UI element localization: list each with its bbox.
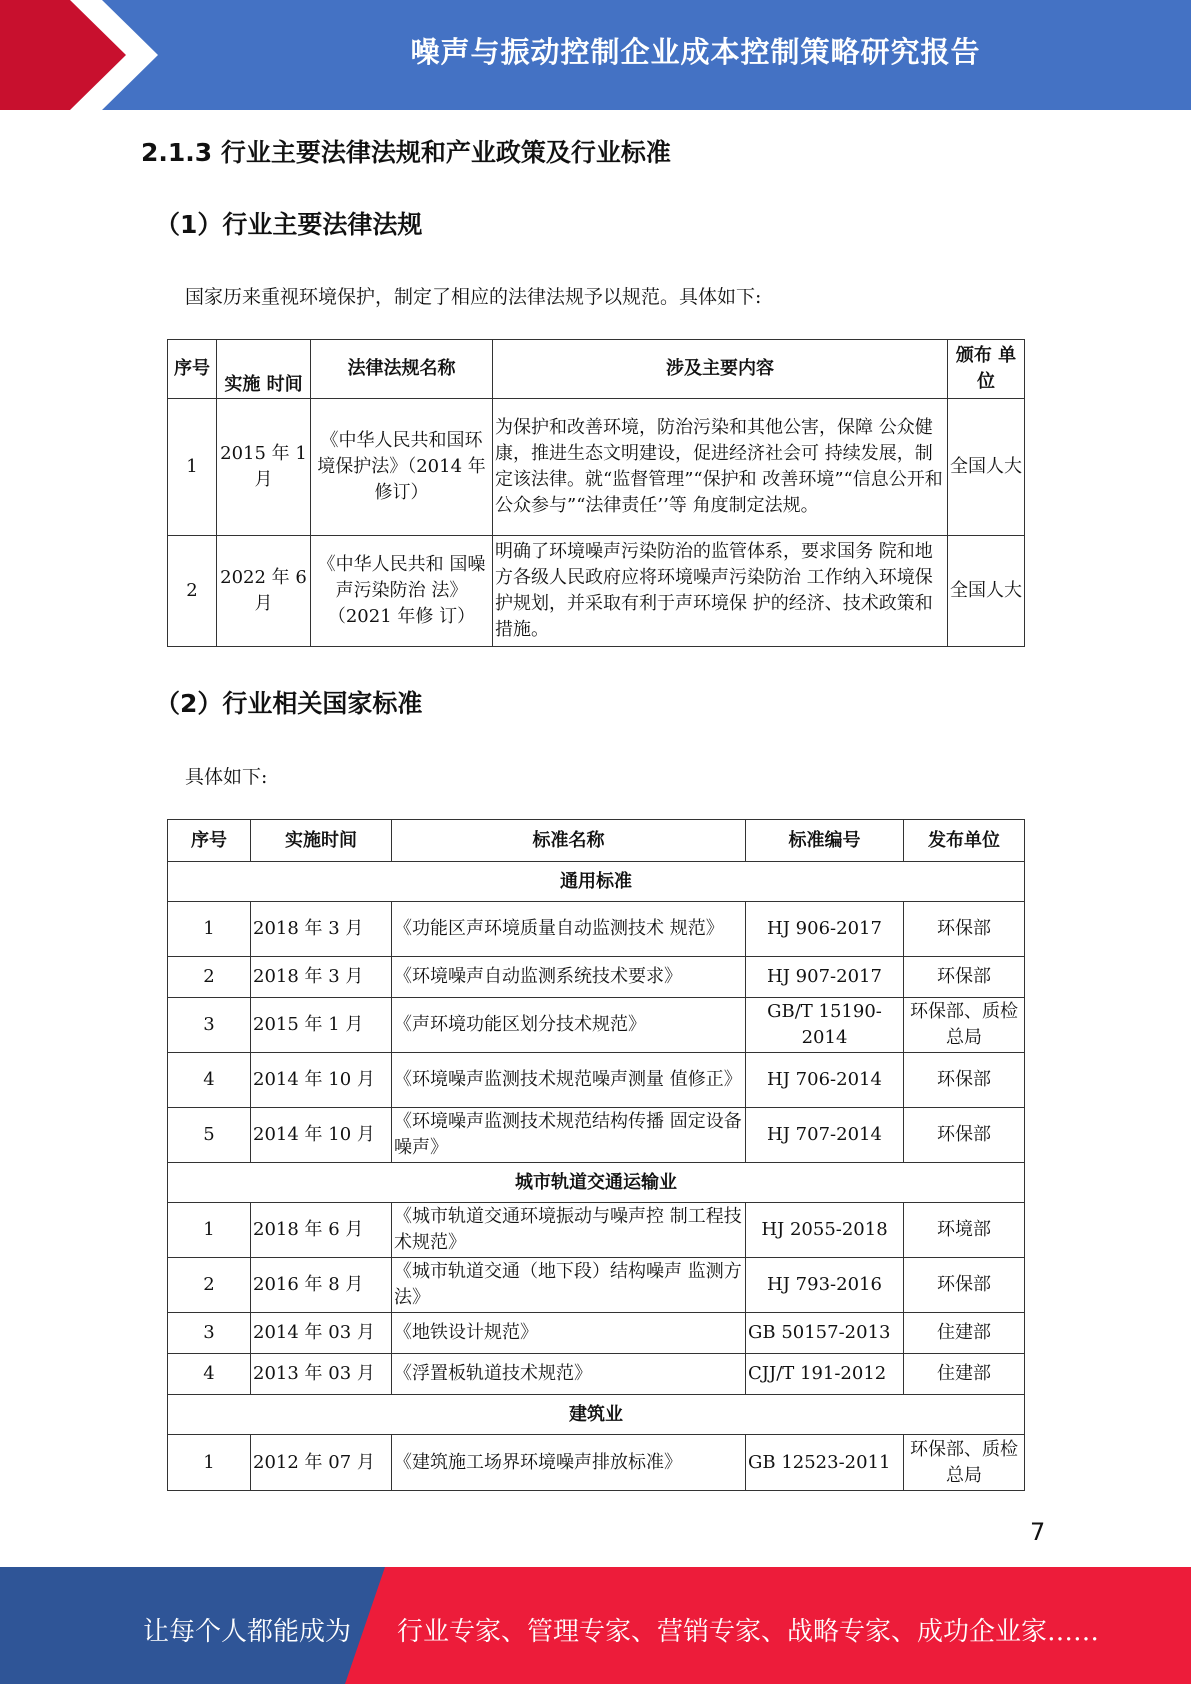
- cell-no: 1: [168, 902, 251, 957]
- table-row: [168, 902, 1025, 957]
- table-row: [168, 1108, 1025, 1163]
- table-row: [168, 1053, 1025, 1108]
- col-date: 实施时间: [251, 820, 392, 862]
- cell-date: 2015 年 1月: [217, 399, 311, 536]
- table-row: [168, 1435, 1025, 1491]
- cell-issuer: 环保部: [904, 902, 1025, 957]
- col-content: 涉及主要内容: [493, 340, 948, 399]
- table-row: [168, 399, 1025, 536]
- cell-code: GB 50157-2013: [746, 1313, 904, 1354]
- table-row: [168, 1354, 1025, 1395]
- cell-date: 2022 年 6月: [217, 536, 311, 647]
- cell-date: 2018 年 3 月: [251, 957, 392, 998]
- col-no: 序号: [168, 340, 217, 399]
- table-row: [168, 1313, 1025, 1354]
- cell-date: 2012 年 07 月: [251, 1435, 392, 1491]
- cell-no: 2: [168, 536, 217, 647]
- footer-slogan-left: 让每个人都能成为: [143, 1617, 352, 1647]
- cell-date: 2016 年 8 月: [251, 1258, 392, 1313]
- col-standard-name: 标准名称: [392, 820, 746, 862]
- cell-content: 为保护和改善环境，防治污染和其他公害，保障 公众健康，推进生态文明建设，促进经济社会可 持续发展，制定该法律。就“监督管理”“保护和 改善环境”“信息公开和公众参与”“法律责任’’等 角度制定法规。: [493, 399, 948, 536]
- col-issuer: 颁布 单位: [948, 340, 1025, 399]
- cell-code: GB 12523-2011: [746, 1435, 904, 1491]
- page-number: 7: [1030, 1518, 1046, 1546]
- cell-code: HJ 793-2016: [746, 1258, 904, 1313]
- section-heading: 2.1.3 行业主要法律法规和产业政策及行业标准: [141, 138, 671, 167]
- cell-issuer: 全国人大: [948, 399, 1025, 536]
- cell-code: CJJ/T 191-2012: [746, 1354, 904, 1395]
- cell-name: 《地铁设计规范》: [392, 1313, 746, 1354]
- cell-no: 5: [168, 1108, 251, 1163]
- cell-name: 《城市轨道交通环境振动与噪声控 制工程技术规范》: [392, 1203, 746, 1258]
- cell-name: 《中华人民共和国环境保护法》（2014 年修订）: [311, 399, 493, 536]
- page-header: [0, 0, 1191, 110]
- table-row: [168, 1203, 1025, 1258]
- cell-issuer: 全国人大: [948, 536, 1025, 647]
- cell-no: 1: [168, 1203, 251, 1258]
- standards-table: [167, 819, 1025, 1491]
- cell-no: 2: [168, 1258, 251, 1313]
- category-rail-transit: 城市轨道交通运输业: [168, 1163, 1025, 1203]
- cell-date: 2018 年 6 月: [251, 1203, 392, 1258]
- cell-issuer: 环保部、质检总局: [904, 1435, 1025, 1491]
- cell-name: 《功能区声环境质量自动监测技术 规范》: [392, 902, 746, 957]
- cell-issuer: 环保部、质检总局: [904, 998, 1025, 1053]
- table-row: [168, 957, 1025, 998]
- category-row: [168, 862, 1025, 902]
- cell-date: 2014 年 10 月: [251, 1108, 392, 1163]
- table-row: [168, 1258, 1025, 1313]
- cell-no: 2: [168, 957, 251, 998]
- category-construction: 建筑业: [168, 1395, 1025, 1435]
- cell-issuer: 环保部: [904, 957, 1025, 998]
- category-row: [168, 1163, 1025, 1203]
- cell-content: 明确了环境噪声污染防治的监管体系，要求国务 院和地方各级人民政府应将环境噪声污染防治 工作纳入环境保护规划，并采取有利于声环境保 护的经济、技术政策和措施。: [493, 536, 948, 647]
- cell-issuer: 环保部: [904, 1258, 1025, 1313]
- subsection-heading-laws: （1）行业主要法律法规: [155, 210, 423, 239]
- report-title: 噪声与振动控制企业成本控制策略研究报告: [410, 35, 981, 69]
- subsection-heading-standards: （2）行业相关国家标准: [155, 689, 423, 718]
- cell-date: 2014 年 10 月: [251, 1053, 392, 1108]
- cell-date: 2013 年 03 月: [251, 1354, 392, 1395]
- cell-no: 3: [168, 1313, 251, 1354]
- cell-code: HJ 907-2017: [746, 957, 904, 998]
- cell-no: 1: [168, 399, 217, 536]
- table-row: [168, 536, 1025, 647]
- cell-name: 《声环境功能区划分技术规范》: [392, 998, 746, 1053]
- cell-no: 4: [168, 1354, 251, 1395]
- cell-code: HJ 2055-2018: [746, 1203, 904, 1258]
- cell-no: 4: [168, 1053, 251, 1108]
- cell-name: 《环境噪声监测技术规范结构传播 固定设备噪声》: [392, 1108, 746, 1163]
- cell-code: HJ 706-2014: [746, 1053, 904, 1108]
- cell-code: HJ 906-2017: [746, 902, 904, 957]
- cell-no: 1: [168, 1435, 251, 1491]
- cell-issuer: 住建部: [904, 1313, 1025, 1354]
- cell-issuer: 环境部: [904, 1203, 1025, 1258]
- laws-table-header: [168, 340, 1025, 399]
- cell-date: 2018 年 3 月: [251, 902, 392, 957]
- cell-name: 《城市轨道交通（地下段）结构噪声 监测方法》: [392, 1258, 746, 1313]
- col-date: 实施 时间: [217, 340, 311, 399]
- cell-issuer: 环保部: [904, 1108, 1025, 1163]
- cell-name: 《建筑施工场界环境噪声排放标准》: [392, 1435, 746, 1491]
- cell-date: 2015 年 1 月: [251, 998, 392, 1053]
- col-no: 序号: [168, 820, 251, 862]
- cell-name: 《中华人民共和 国噪声污染防治 法》（2021 年修 订）: [311, 536, 493, 647]
- cell-name: 《环境噪声监测技术规范噪声测量 值修正》: [392, 1053, 746, 1108]
- col-standard-code: 标准编号: [746, 820, 904, 862]
- cell-code: GB/T 15190-2014: [746, 998, 904, 1053]
- cell-issuer: 住建部: [904, 1354, 1025, 1395]
- cell-date: 2014 年 03 月: [251, 1313, 392, 1354]
- col-issuer: 发布单位: [904, 820, 1025, 862]
- footer-slogan-right: 行业专家、管理专家、营销专家、战略专家、成功企业家……: [397, 1617, 1100, 1647]
- category-general: 通用标准: [168, 862, 1025, 902]
- laws-table: [167, 339, 1025, 647]
- category-row: [168, 1395, 1025, 1435]
- col-name: 法律法规名称: [311, 340, 493, 399]
- standards-table-header: [168, 820, 1025, 862]
- cell-no: 3: [168, 998, 251, 1053]
- cell-name: 《浮置板轨道技术规范》: [392, 1354, 746, 1395]
- cell-name: 《环境噪声自动监测系统技术要求》: [392, 957, 746, 998]
- laws-intro: 国家历来重视环境保护，制定了相应的法律法规予以规范。具体如下:: [185, 286, 762, 308]
- cell-code: HJ 707-2014: [746, 1108, 904, 1163]
- cell-issuer: 环保部: [904, 1053, 1025, 1108]
- page-footer: [0, 1567, 1191, 1684]
- standards-intro: 具体如下:: [185, 766, 268, 788]
- table-row: [168, 998, 1025, 1053]
